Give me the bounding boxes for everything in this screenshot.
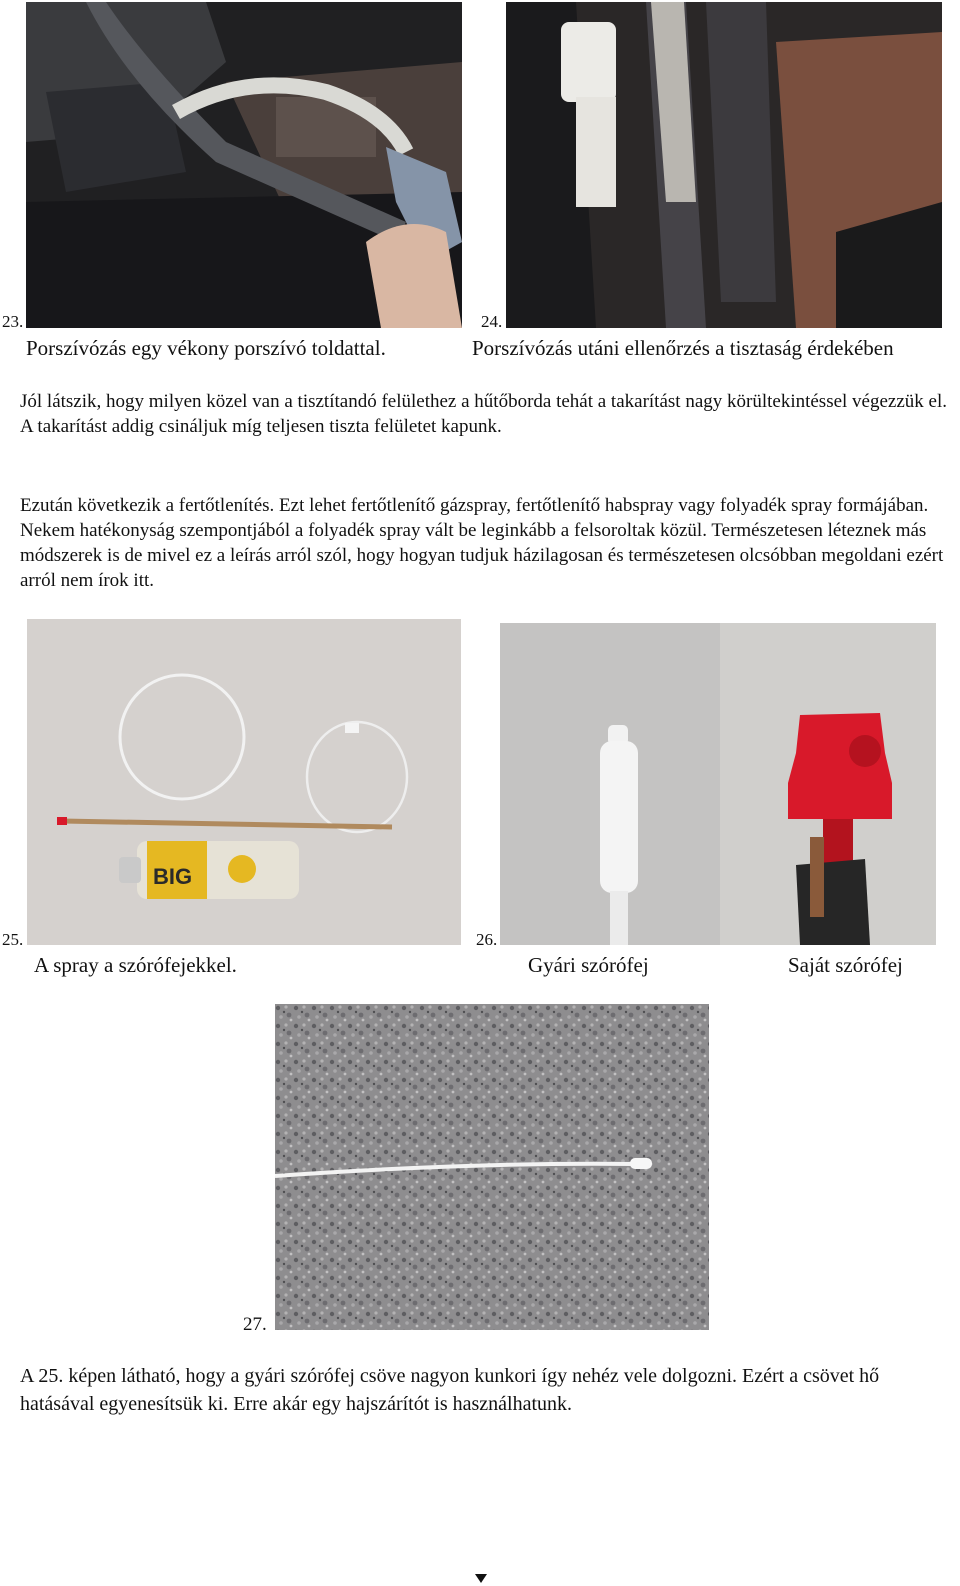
figure-number-23: 23. (2, 312, 24, 331)
caption-25: A spray a szórófejekkel. (34, 953, 237, 977)
spray-can-label: BIG (153, 864, 193, 889)
photo-26-nozzles (500, 623, 936, 945)
paragraph-nozzle-straightening: A 25. képen látható, hogy a gyári szórófej csöve nagyon kunkori így nehéz vele dolgozni. Ezért a csövet hő hatásával egyenesítsük ki. Erre akár egy hajszárítót is használhatunk. (20, 1365, 880, 1415)
figure-number-25: 25. (2, 930, 24, 949)
figure-number-27: 27. (243, 1314, 267, 1335)
photo-24-inspection (506, 2, 942, 328)
paragraph-disinfection: Ezután következik a fertőtlenítés. Ezt lehet fertőtlenítő gázspray, fertőtlenítő habspray vagy folyadék spray formájában. Nekem hatékonyság szempontjából a folyadék spray vált be leginkább a felsoroltak közül. Természetesen léteznek más módszerek is de mivel ez a leírás arról szól, hogy hogyan tudjuk házilagosan és természetesen olcsóbban megoldani ezért arról nem írok itt. (20, 495, 944, 591)
caption-23: Porszívózás egy vékony porszívó toldattal. (26, 336, 386, 360)
caption-26-factory-nozzle: Gyári szórófej (528, 953, 649, 977)
figure-number-26: 26. (476, 930, 498, 949)
photo-23-vacuuming (26, 2, 462, 328)
caption-26-own-nozzle: Saját szórófej (788, 953, 903, 977)
page-marker-icon (475, 1574, 487, 1583)
caption-24: Porszívózás utáni ellenőrzés a tisztaság érdekében (472, 336, 894, 360)
photo-25-spray-with-nozzles (27, 619, 461, 945)
photo-27-straightened-tube (275, 1004, 709, 1330)
figure-number-24: 24. (481, 312, 503, 331)
paragraph-cleaning-note: Jól látszik, hogy milyen közel van a tisztítandó felülethez a hűtőborda tehát a takarítást nagy körültekintéssel végezzük el. A takarítást addig csináljuk míg teljesen tiszta felületet kapunk. (20, 391, 948, 437)
